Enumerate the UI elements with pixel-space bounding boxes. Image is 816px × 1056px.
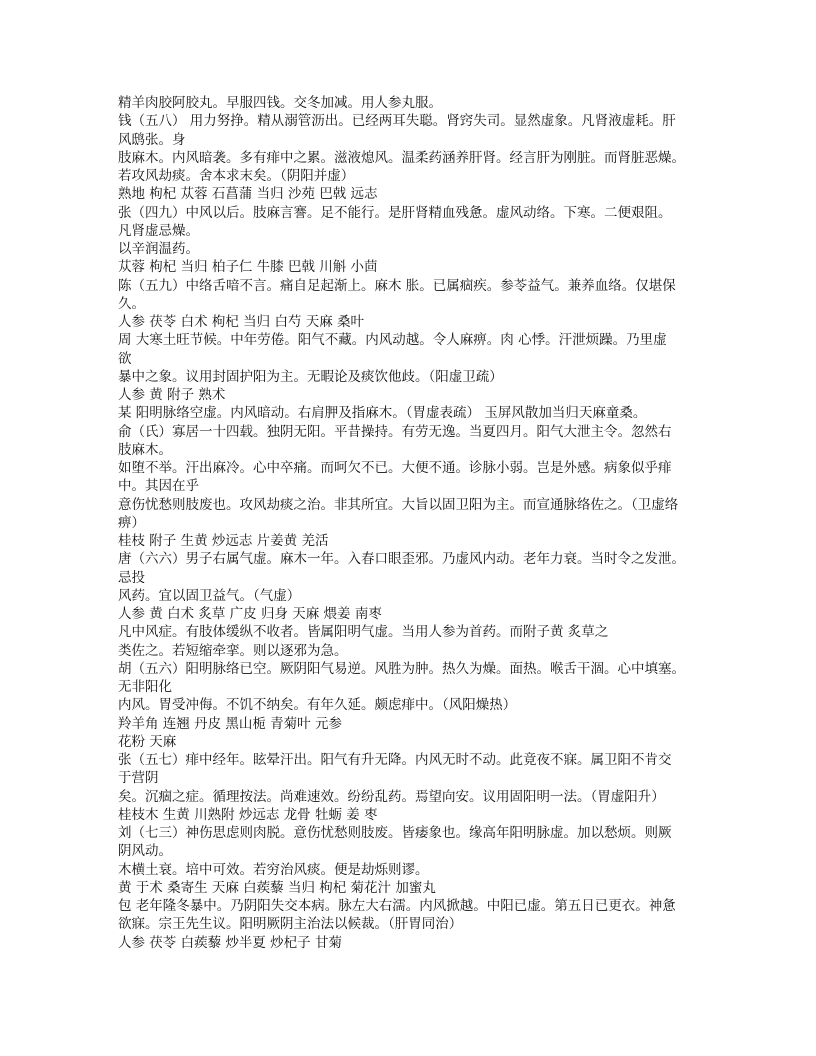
text-line: 凡肾虚忌燥。 [118, 222, 199, 239]
text-line: 黄 于术 桑寄生 天麻 白蒺藜 当归 枸杞 菊花汁 加蜜丸 [118, 879, 436, 896]
text-line: 人参 黄 白术 炙草 广皮 归身 天麻 煨姜 南枣 [118, 606, 382, 622]
text-line: 苁蓉 枸杞 当归 柏子仁 牛膝 巴戟 川斛 小茴 [118, 259, 378, 276]
text-line: 包 老年隆冬暴中。乃阴阳失交本病。脉左大右濡。内风掀越。中阳已虚。第五日已更衣。神惫 [118, 898, 676, 914]
text-line: 唐（六六）男子右属气虚。麻木一年。入春口眼歪邪。乃虚风内动。老年力衰。当时令之发泄。 [118, 551, 685, 568]
text-line: 花粉 天麻 [118, 733, 177, 750]
text-line: 中。其因在乎 [118, 478, 199, 495]
text-line: 人参 黄 附子 熟术 [118, 387, 226, 403]
text-line: 张（四九）中风以后。肢麻言謇。足不能行。是肝肾精血残惫。虚风动络。下寒。二便艰阻。 [118, 204, 672, 221]
text-line: 欲寐。宗王先生议。阳明厥阴主治法以候裁。（肝胃同治） [118, 916, 463, 933]
text-line: 忌投 [118, 569, 145, 586]
text-line: 张（五七）痱中经年。眩晕汗出。阳气有升无降。内风无时不动。此竟夜不寐。属卫阳不肯交 [118, 752, 672, 768]
text-line: 欲 [118, 350, 132, 367]
text-line: 如堕不举。汗出麻冷。心中卒痛。而呵欠不已。大便不通。诊脉小弱。岂是外感。病象似乎痱 [118, 460, 672, 476]
text-line: 精羊肉胶阿胶丸。早服四钱。交冬加减。用人参丸服。 [118, 95, 442, 111]
text-line: 若攻风劫痰。舍本求末矣。（阴阳并虚） [118, 168, 355, 184]
text-line: 阴风动。 [118, 843, 172, 860]
text-line: 久。 [118, 295, 145, 312]
text-line: 暴中之象。议用封固护阳为主。无暇论及痰饮他歧。（阳虚卫疏） [118, 368, 503, 385]
text-line: 肢麻木。 [118, 441, 172, 458]
text-line: 某 阳明脉络空虚。内风暗动。右肩胛及指麻木。（胃虚表疏） 玉屏风散加当归天麻童桑。 [118, 405, 647, 422]
text-line: 胡（五六）阳明脉络已空。厥阴阳气易逆。风胜为肿。热久为燥。面热。喉舌干涸。心中填塞。 [118, 660, 685, 677]
text-line: 桂枝 附子 生黄 炒远志 片姜黄 羌活 [118, 533, 329, 549]
text-line: 类佐之。若短缩牵挛。则以逐邪为急。 [118, 642, 348, 659]
text-line: 矣。沉痼之症。循理按法。尚难速效。纷纷乱药。焉望向安。议用固阳明一法。（胃虚阳升） [118, 788, 665, 805]
text-line: 周 大寒土旺节候。中年劳倦。阳气不藏。内风动越。令人麻痹。肉 心悸。汗泄烦躁。乃里虚 [118, 332, 667, 349]
document-body [118, 94, 718, 952]
text-line: 陈（五九）中络舌喑不言。痛自足起渐上。麻木 胀。已属痼疾。参苓益气。兼养血络。仅堪保 [118, 277, 676, 294]
text-line: 肢麻木。内风暗袭。多有痱中之累。滋液熄风。温柔药涵养肝肾。经言肝为刚脏。而肾脏恶燥。 [118, 149, 685, 166]
text-line: 以辛润温药。 [118, 241, 199, 257]
text-line: 桂枝木 生黄 川熟附 炒远志 龙骨 牡蛎 姜 枣 [118, 806, 378, 823]
text-line: 熟地 枸杞 苁蓉 石菖蒲 当归 沙苑 巴戟 远志 [118, 186, 378, 203]
text-line: 人参 茯苓 白术 枸杞 当归 白芍 天麻 桑叶 [118, 314, 365, 330]
text-line: 意伤忧愁则肢废也。攻风劫痰之治。非其所宜。大旨以固卫阳为主。而宣通脉络佐之。（卫虚络 [118, 496, 679, 513]
text-line: 内风。胃受冲侮。不饥不纳矣。有年久延。颇虑痱中。（风阳燥热） [118, 697, 517, 714]
text-line: 风鸱张。身 [118, 131, 186, 148]
text-line: 木横土衰。培中可效。若穷治风痰。便是劫烁则谬。 [118, 861, 429, 878]
text-line: 刘（七三）神伤思虑则肉脱。意伤忧愁则肢废。皆痿象也。缘高年阳明脉虚。加以愁烦。则厥 [118, 825, 672, 841]
text-line: 凡中风症。有肢体缓纵不收者。皆属阳明气虚。当用人参为首药。而附子黄 炙草之 [118, 624, 609, 641]
text-line: 无非阳化 [118, 679, 172, 695]
text-line: 俞（氏）寡居一十四载。独阴无阳。平昔操持。有劳无逸。当夏四月。阳气大泄主令。忽然右 [118, 423, 672, 440]
text-line: 于营阴 [118, 770, 159, 787]
text-line: 羚羊角 连翘 丹皮 黑山栀 青菊叶 元参 [118, 715, 342, 732]
text-line: 人参 茯苓 白蒺藜 炒半夏 炒杞子 甘菊 [118, 934, 342, 951]
text-line: 痹） [118, 514, 145, 531]
text-line: 风药。宜以固卫益气。（气虚） [118, 587, 301, 604]
text-line: 钱（五八） 用力努挣。精从溺管沥出。已经两耳失聪。肾窍失司。显然虚象。凡肾液虚耗。肝 [118, 113, 676, 130]
